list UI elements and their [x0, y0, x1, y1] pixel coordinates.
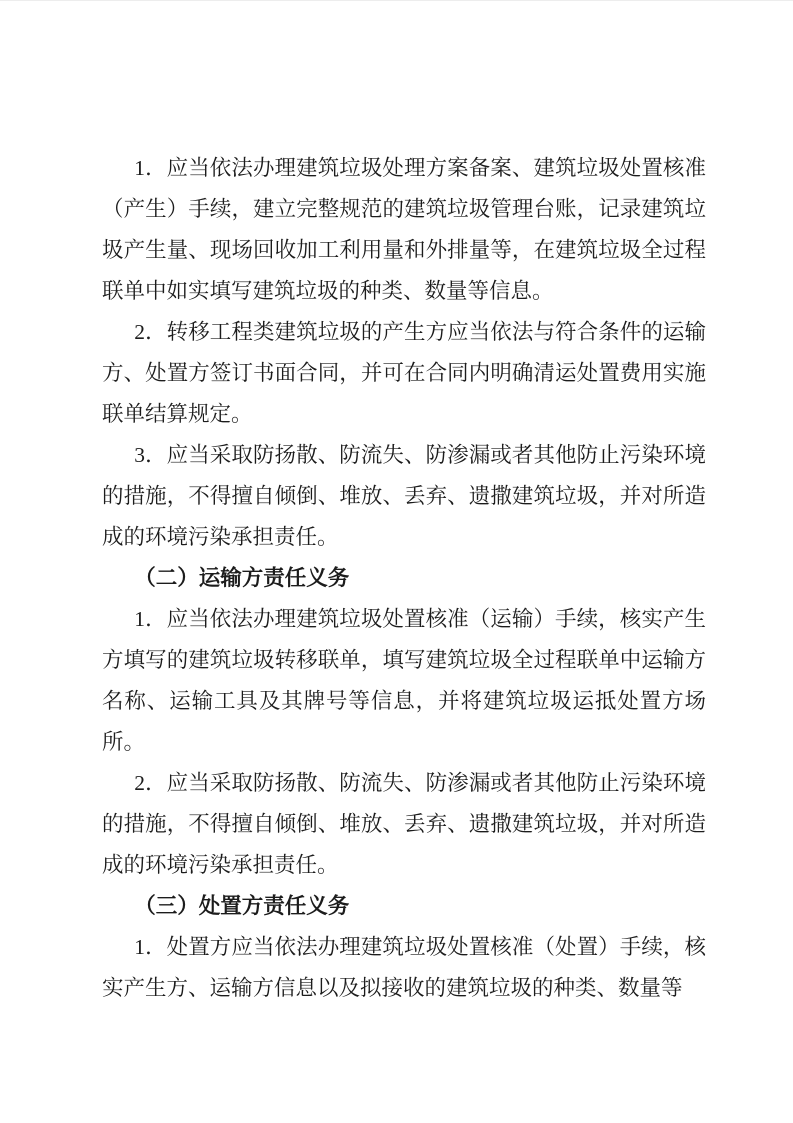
- body-paragraph: 1．应当依法办理建筑垃圾处置核准（运输）手续，核实产生方填写的建筑垃圾转移联单，填写建筑垃圾全过程联单中运输方名称、运输工具及其牌号等信息，并将建筑垃圾运抵处置方场所。: [102, 607, 706, 754]
- body-paragraph: 2．转移工程类建筑垃圾的产生方应当依法与符合条件的运输方、处置方签订书面合同，并可在合同内明确清运处置费用实施联单结算规定。: [102, 320, 706, 426]
- section-heading: （三）处置方责任义务: [134, 894, 350, 918]
- document-body: [102, 148, 706, 1009]
- body-paragraph: 1．应当依法办理建筑垃圾处理方案备案、建筑垃圾处置核准（产生）手续，建立完整规范的建筑垃圾管理台账，记录建筑垃圾产生量、现场回收加工利用量和外排量等，在建筑垃圾全过程联单中如实填写建筑垃圾的种类、数量等信息。: [102, 156, 706, 303]
- document-page: [0, 1, 793, 1123]
- body-paragraph: 1．处置方应当依法办理建筑垃圾处置核准（处置）手续，核实产生方、运输方信息以及拟接收的建筑垃圾的种类、数量等: [102, 935, 706, 1000]
- body-paragraph: 2．应当采取防扬散、防流失、防渗漏或者其他防止污染环境的措施，不得擅自倾倒、堆放、丢弃、遗撒建筑垃圾，并对所造成的环境污染承担责任。: [102, 771, 706, 877]
- body-paragraph: 3．应当采取防扬散、防流失、防渗漏或者其他防止污染环境的措施，不得擅自倾倒、堆放、丢弃、遗撒建筑垃圾，并对所造成的环境污染承担责任。: [102, 443, 706, 549]
- section-heading: （二）运输方责任义务: [134, 566, 350, 590]
